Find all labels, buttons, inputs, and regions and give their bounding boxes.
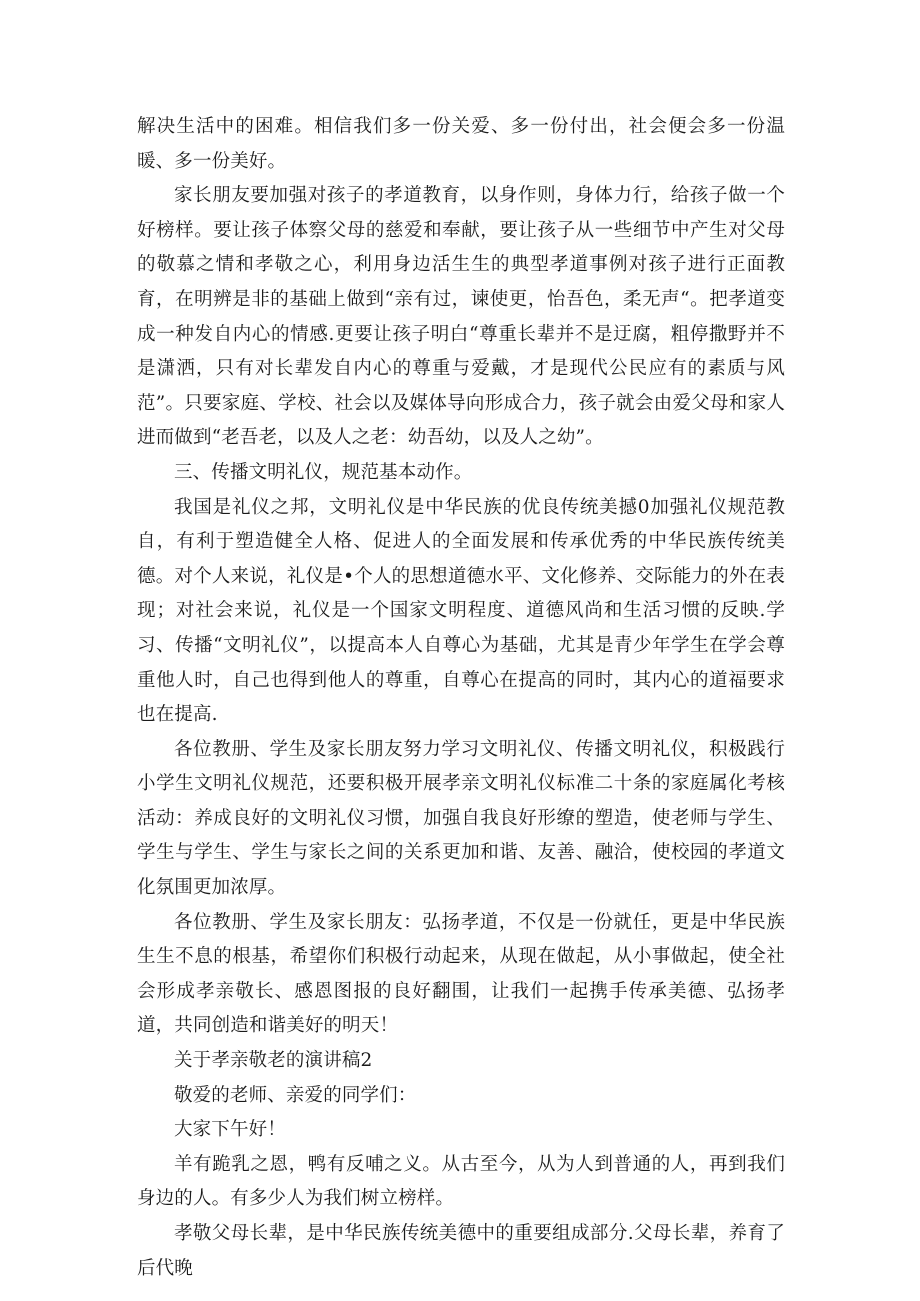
paragraph-2: 家长朋友要加强对孩子的孝道教育，以身作则，身体力行，给孩子做一个好榜样。要让孩子体察父母的慈爱和奉献，要让孩子从一些细节中产生对父母的敬慕之情和孝敬之心，利用身边活生生的典型孝道事例对孩子进行正面教育，在明辨是非的基础上做到“亲有过，谏使更，怡吾色，柔无声“。把孝道变成一种发自内心的情感.更要让孩子明白“尊重长辈并不是迂腐，粗停撒野并不是潇洒，只有对长辈发自内心的尊重与爱戴，才是现代公民应有的素质与风范”。只要家庭、学校、社会以及媒体导向形成合力，孩子就会由爱父母和家人进而做到“老吾老，以及人之老：幼吾幼，以及人之幼”。 [137, 185, 785, 449]
greeting: 大家下午好！ [174, 1119, 286, 1141]
paragraph-5: 各位教册、学生及家长朋友努力学习文明礼仪、传播文明礼仪，积极践行小学生文明礼仪规范，还要积极开展孝亲文明礼仪标准二十条的家庭属化考核活动：养成良好的文明礼仪习惯，加强自我良好形缭的塑造，使老师与学生、学生与学生、学生与家长之间的关系更加和谐、友善、融洽，使校园的孝道文化氛围更加浓厚。 [137, 738, 785, 899]
speech-title: 关于孝亲敬老的演讲稿2 [174, 1050, 373, 1072]
paragraph-1: 解决生活中的困难。相信我们多一份关爱、多一份付出，社会便会多一份温暖、多一份美好。 [137, 116, 785, 172]
paragraph-11: 孝敬父母长辈，是中华民族传统美德中的重要组成部分.父母长辈，养育了后代晚 [137, 1223, 785, 1279]
salutation: 敬爱的老师、亲爱的同学们： [174, 1084, 417, 1106]
document-body [137, 110, 785, 1286]
paragraph-6: 各位教册、学生及家长朋友：弘扬孝道，不仅是一份就任，更是中华民族生生不息的根基，希望你们积极行动起来，从现在做起，从小事做起，使全社会形成孝亲敬长、感恩图报的良好翻围，让我们一起携手传承美德、弘扬孝道，共同创造和谐美好的明天！ [137, 911, 785, 1037]
paragraph-10: 羊有跪乳之恩，鸭有反哺之义。从古至今，从为人到普通的人，再到我们身边的人。有多少人为我们树立榜样。 [137, 1153, 785, 1210]
paragraph-4: 我国是礼仪之邦，文明礼仪是中华民族的优良传统美撼0加强礼仪规范教自，有利于塑造健全人格、促进人的全面发展和传承优秀的中华民族传统美德。对个人来说，礼仪是•个人的思想道德水平、文化修养、交际能力的外在表现；对社会来说，礼仪是一个国家文明程度、道德风尚和生活习惯的反映.学习、传播“文明礼仪”，以提高本人自尊心为基础，尤其是青少年学生在学会尊重他人时，自己也得到他人的尊重，自尊心在提高的同时，其内心的道福要求也在提高. [137, 496, 785, 726]
section-heading-3: 三、传播文明礼仪，规范基本动作。 [174, 461, 473, 483]
